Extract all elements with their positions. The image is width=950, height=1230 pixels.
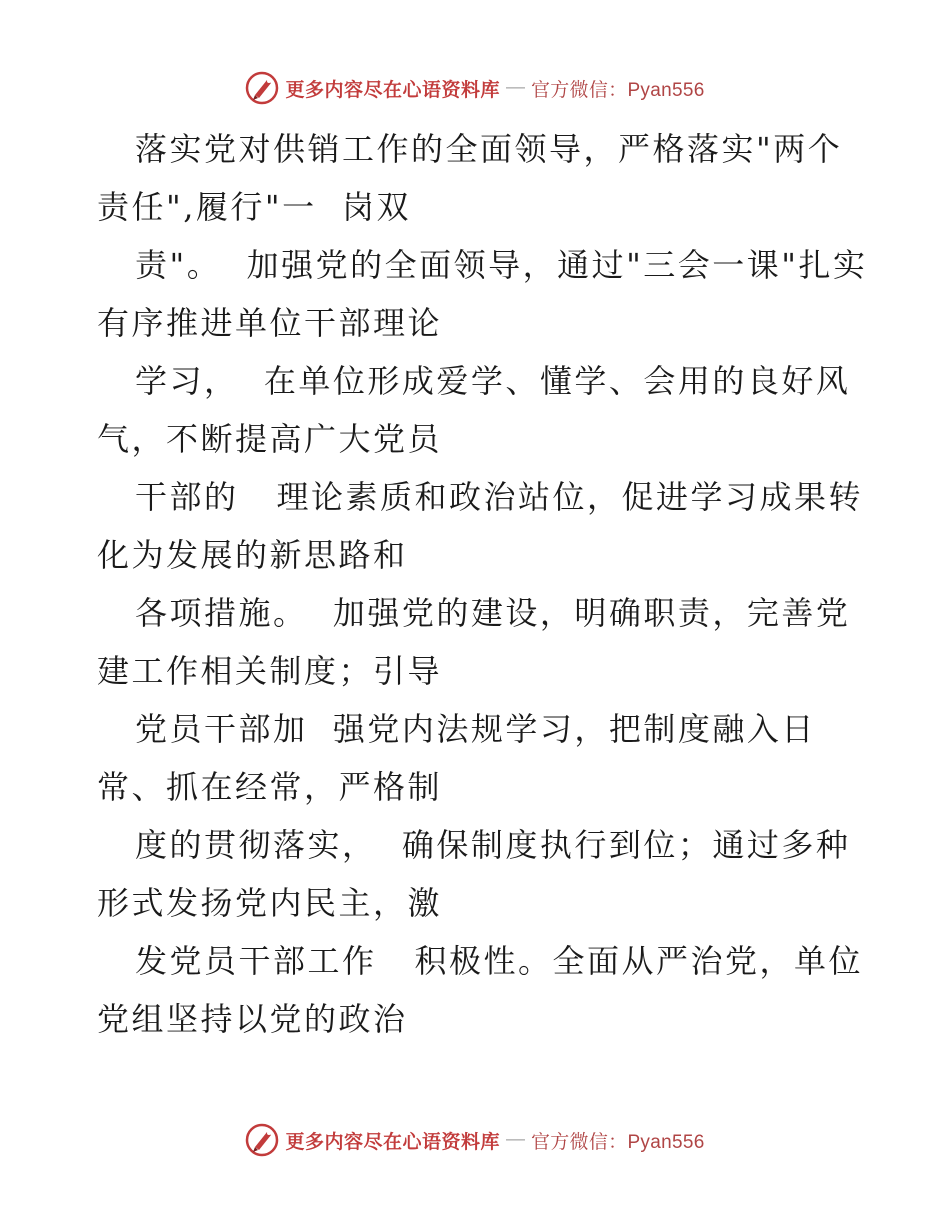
text-line: 各项措施。 加强党的建设，明确职责，完善党 [97, 594, 851, 632]
pen-logo-icon [245, 71, 279, 105]
text-line: 干部的 理论素质和政治站位，促进学习成果转 [97, 478, 864, 516]
document-body [97, 120, 877, 1048]
banner-dash: — [505, 77, 525, 98]
text-line: 形式发扬党内民主，激 [97, 884, 443, 922]
pen-logo-icon [245, 1123, 279, 1157]
banner-site-text: 更多内容尽在心语资料库 [285, 78, 500, 101]
footer-banner [0, 1120, 950, 1160]
header-banner [0, 68, 950, 108]
text-line: 党员干部加 强党内法规学习，把制度融入日 [97, 710, 816, 748]
text-line: 责任",履行"一 岗双 [97, 188, 411, 226]
text-line: 责"。 加强党的全面领导，通过"三会一课"扎实 [97, 246, 868, 284]
banner-dash: — [505, 1129, 525, 1150]
banner-contact-text: 官方微信：Pyan556 [530, 1131, 705, 1153]
text-line: 建工作相关制度；引导 [97, 652, 443, 690]
text-line: 常、抓在经常，严格制 [97, 768, 443, 806]
banner-contact-text: 官方微信：Pyan556 [530, 79, 705, 101]
text-line: 气，不断提高广大党员 [97, 420, 443, 458]
text-line: 发党员干部工作 积极性。全面从严治党，单位 [97, 942, 864, 980]
text-line: 度的贯彻落实， 确保制度执行到位；通过多种 [97, 826, 851, 864]
text-line: 落实党对供销工作的全面领导，严格落实"两个 [97, 130, 843, 168]
text-line: 化为发展的新思路和 [97, 536, 408, 574]
text-line: 有序推进单位干部理论 [97, 304, 443, 342]
text-line: 党组坚持以党的政治 [97, 1000, 408, 1038]
banner-site-text: 更多内容尽在心语资料库 [285, 1130, 500, 1153]
text-line: 学习， 在单位形成爱学、懂学、会用的良好风 [97, 362, 851, 400]
